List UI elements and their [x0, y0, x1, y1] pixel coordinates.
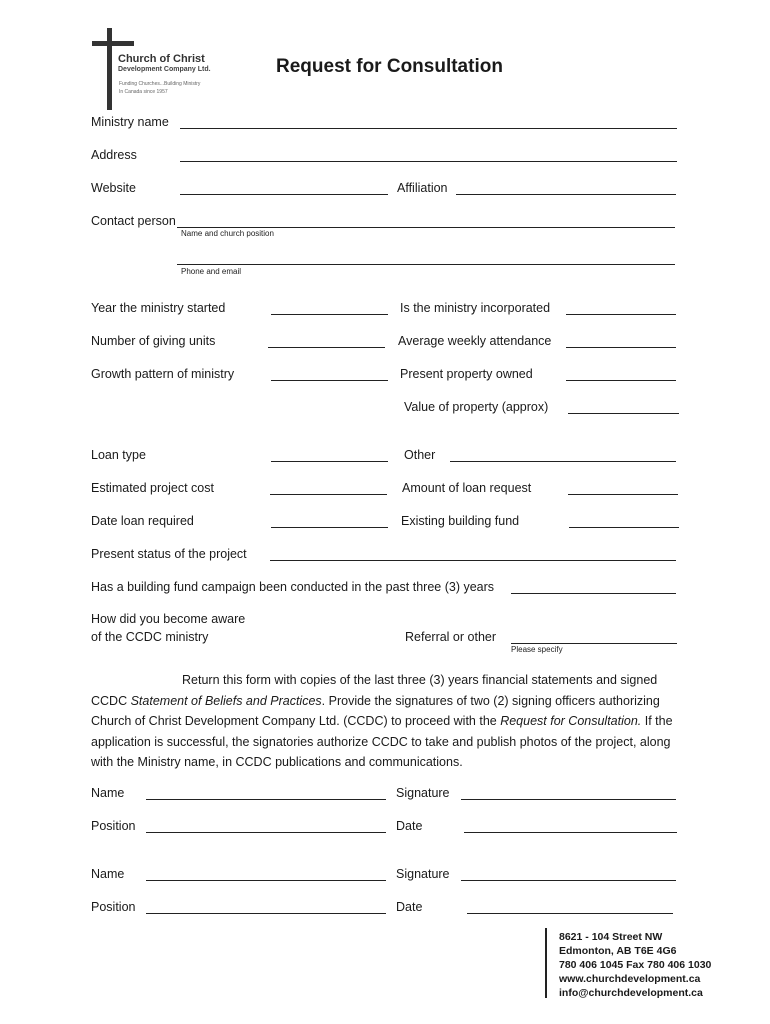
contact-phone-field[interactable]	[177, 264, 675, 265]
weekly-attendance-field[interactable]	[566, 347, 676, 348]
building-fund-field[interactable]	[569, 527, 679, 528]
signer1-name-label: Name	[91, 786, 125, 800]
building-fund-label: Existing building fund	[401, 514, 520, 528]
affiliation-label: Affiliation	[397, 181, 448, 195]
signer1-position-field[interactable]	[146, 832, 386, 833]
signer1-name-field[interactable]	[146, 799, 386, 800]
loan-request-label: Amount of loan request	[402, 481, 532, 495]
address-street: 8621 - 104 Street NW	[559, 931, 663, 943]
website-field[interactable]	[180, 194, 388, 195]
signer2-date-field[interactable]	[467, 913, 673, 914]
loan-request-field[interactable]	[568, 494, 678, 495]
page-title: Request for Consultation	[276, 56, 503, 77]
signer1-date-field[interactable]	[464, 832, 677, 833]
address-label: Address	[91, 148, 137, 162]
signer1-signature-label: Signature	[396, 786, 450, 800]
logo-tagline: Funding Churches...Building Ministry	[119, 81, 201, 87]
website-label: Website	[91, 181, 136, 195]
signer2-signature-field[interactable]	[461, 880, 676, 881]
giving-units-field[interactable]	[268, 347, 385, 348]
property-owned-label: Present property owned	[400, 367, 533, 381]
contact-caption-name: Name and church position	[181, 229, 274, 238]
other-label: Other	[404, 448, 436, 462]
property-owned-field[interactable]	[566, 380, 676, 381]
project-status-field[interactable]	[270, 560, 676, 561]
contact-caption-phone: Phone and email	[181, 267, 242, 276]
address-email: info@churchdevelopment.ca	[559, 987, 703, 999]
signer1-signature-field[interactable]	[461, 799, 676, 800]
signer2-position-label: Position	[91, 900, 136, 914]
cross-icon-bar	[92, 41, 134, 46]
instructions-paragraph	[91, 670, 691, 773]
signer1-position-label: Position	[91, 819, 136, 833]
address-field[interactable]	[180, 161, 677, 162]
signer1-date-label: Date	[396, 819, 423, 833]
contact-address-block	[545, 928, 712, 999]
instructions-line: Church of Christ Development Company Ltd. (CCDC) to proceed with the Request for Consultation. If the	[91, 714, 673, 728]
signer2-signature-label: Signature	[396, 867, 450, 881]
project-cost-field[interactable]	[270, 494, 387, 495]
signer2-name-label: Name	[91, 867, 125, 881]
contact-person-label: Contact person	[91, 214, 176, 228]
loan-type-field[interactable]	[271, 461, 388, 462]
incorporated-label: Is the ministry incorporated	[400, 301, 551, 315]
address-website: www.churchdevelopment.ca	[559, 973, 701, 985]
address-city: Edmonton, AB T6E 4G6	[559, 945, 677, 957]
growth-pattern-label: Growth pattern of ministry	[91, 367, 235, 381]
year-started-field[interactable]	[271, 314, 388, 315]
signer2-name-field[interactable]	[146, 880, 386, 881]
signer2-date-label: Date	[396, 900, 423, 914]
growth-pattern-field[interactable]	[271, 380, 388, 381]
year-started-label: Year the ministry started	[91, 301, 226, 315]
affiliation-field[interactable]	[456, 194, 676, 195]
aware-label-line1: How did you become aware	[91, 612, 246, 626]
referral-field[interactable]	[511, 643, 677, 644]
property-value-field[interactable]	[568, 413, 679, 414]
ministry-name-field[interactable]	[180, 128, 677, 129]
project-cost-label: Estimated project cost	[91, 481, 214, 495]
logo-tagline-since: In Canada since 1957	[119, 89, 168, 95]
incorporated-field[interactable]	[566, 314, 676, 315]
signer2-position-field[interactable]	[146, 913, 386, 914]
address-phone: 780 406 1045 Fax 780 406 1030	[559, 959, 712, 971]
campaign-label: Has a building fund campaign been conducted in the past three (3) years	[91, 580, 495, 594]
contact-name-field[interactable]	[177, 227, 675, 228]
please-specify-caption: Please specify	[511, 645, 563, 654]
date-required-field[interactable]	[271, 527, 388, 528]
instructions-line: Return this form with copies of the last three (3) years financial statements and signed	[182, 673, 658, 687]
logo-name: Church of Christ	[118, 53, 205, 65]
referral-label: Referral or other	[405, 630, 497, 644]
giving-units-label: Number of giving units	[91, 334, 216, 348]
other-field[interactable]	[450, 461, 676, 462]
date-required-label: Date loan required	[91, 514, 194, 528]
aware-label-line2: of the CCDC ministry	[91, 630, 209, 644]
ministry-name-label: Ministry name	[91, 115, 169, 129]
logo-company: Development Company Ltd.	[118, 66, 211, 73]
project-status-label: Present status of the project	[91, 547, 247, 561]
property-value-label: Value of property (approx)	[404, 400, 549, 414]
campaign-field[interactable]	[511, 593, 676, 594]
instructions-line: CCDC Statement of Beliefs and Practices. Provide the signatures of two (2) signing officers authorizing	[91, 693, 660, 708]
instructions-line: with the Ministry name, in CCDC publications and communications.	[91, 755, 463, 769]
loan-type-label: Loan type	[91, 448, 146, 462]
instructions-line: application is successful, the signatories authorize CCDC to take and publish photos of the project, along	[91, 734, 671, 749]
weekly-attendance-label: Average weekly attendance	[398, 334, 552, 348]
